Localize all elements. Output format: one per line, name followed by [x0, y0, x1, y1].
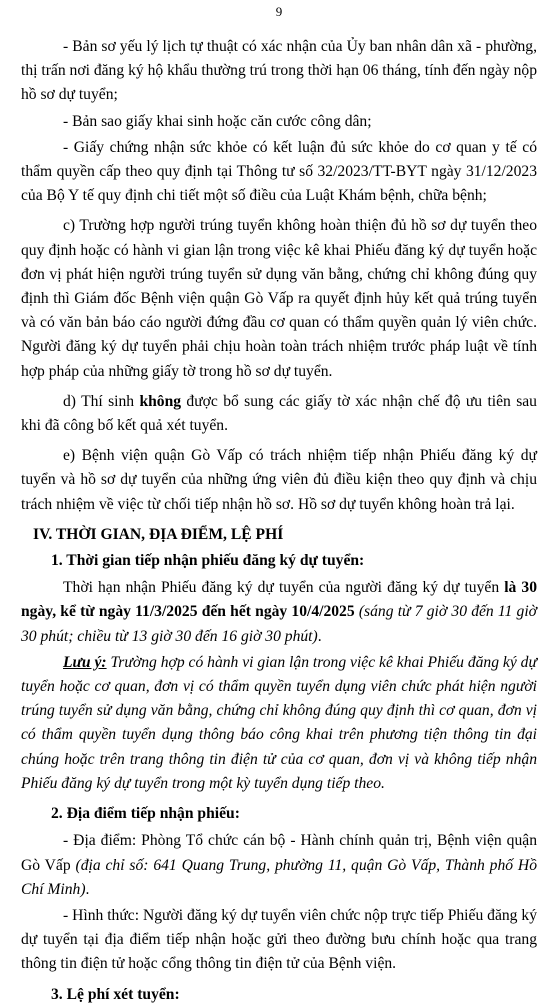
time-text: Thời hạn nhận Phiếu đăng ký dự tuyển của người đăng ký dự tuyển — [63, 579, 505, 597]
paragraph-d-emphasis: không — [139, 392, 182, 410]
bullet-health-certificate: - Giấy chứng nhận sức khỏe có kết luận đủ sức khỏe do cơ quan y tế có thẩm quyền cấp theo quy định tại Thông tư số 32/2023/TT-BYT ngày 31/12/2023 của Bộ Y tế quy định chi tiết một số điều của Luật Khám bệnh, chữa bệnh; — [21, 138, 537, 205]
location-text: - Địa điểm: Phòng Tổ chức cán bộ - Hành chính quản trị, Bệnh viện quận Gò Vấp — [21, 832, 537, 874]
location-end: . — [85, 880, 90, 898]
note-label: Lưu ý: — [63, 653, 107, 671]
paragraph-e: e) Bệnh viện quận Gò Vấp có trách nhiệm tiếp nhận Phiếu đăng ký dự tuyển và hồ sơ dự tuyển của những ứng viên đủ điều kiện theo quy định và chịu trách nhiệm về việc từ chối tiếp nhận hồ sơ. Hồ sơ dự tuyển không hoàn trả lại. — [21, 447, 537, 513]
subsection-heading-3: 3. Lệ phí xét tuyển: — [51, 985, 180, 1003]
paragraph-d-text-end: được bổ sung các giấy tờ xác nhận chế độ ưu tiên sau khi đã công bố kết quả xét tuyển. — [21, 392, 537, 435]
paragraph-c: c) Trường hợp người trúng tuyển không hoàn thiện đủ hồ sơ dự tuyển theo quy định hoặc có hành vi gian lận trong việc kê khai Phiếu đăng ký dự tuyển hoặc đơn vị phát hiện người trúng tuyển sử dụng văn bằng, chứng chỉ không đúng quy định thì Giám đốc Bệnh viện quận Gò Vấp ra quyết định hủy kết quả trúng tuyển và có văn bản báo cáo người đứng đầu cơ quan có thẩm quyền quản lý viên chức. Người đăng ký dự tuyển phải chịu hoàn toàn trách nhiệm trước pháp luật về tính hợp pháp của những giấy tờ trong hồ sơ dự tuyển. — [21, 217, 537, 380]
time-paragraph — [21, 576, 537, 649]
location-address: (địa chỉ số: 641 Quang Trung, phường 11, quận Gò Vấp, Thành phố Hồ Chí Minh) — [21, 856, 537, 898]
paragraph-d-text: d) Thí sinh — [63, 392, 140, 410]
page-number: 9 — [275, 4, 283, 19]
subsection-heading-1: 1. Thời gian tiếp nhận phiếu đăng ký dự tuyển: — [51, 552, 365, 570]
bullet-birth-certificate: - Bản sao giấy khai sinh hoặc căn cước công dân; — [63, 112, 372, 130]
form-paragraph: - Hình thức: Người đăng ký dự tuyển viên chức nộp trực tiếp Phiếu đăng ký dự tuyển tại địa điểm tiếp nhận hoặc gửi theo đường bưu chính hoặc qua trang thông tin điện tử hoặc cổng thông tin điện tử của Bệnh viện. — [21, 906, 537, 973]
section-heading: IV. THỜI GIAN, ĐỊA ĐIỂM, LỆ PHÍ — [33, 525, 284, 543]
time-period: là 30 ngày, kể từ ngày 11/3/2025 đến hết ngày 10/4/2025 — [21, 579, 538, 621]
paragraph-d — [21, 390, 537, 438]
note-text: Trường hợp có hành vi gian lận trong việc kê khai Phiếu đăng ký dự tuyển hoặc cơ quan, đơn vị có thẩm quyền tuyển dụng viên chức phát hiện người trúng tuyển sử dụng văn bằng, chứng chỉ không đúng quy định thì cơ quan, đơn vị có thẩm quyền tuyển dụng thông báo công khai trên phương tiện thông tin đại chúng hoặc trên trang thông tin điện tử của cơ quan, đơn vị và không tiếp nhận Phiếu đăng ký dự tuyển trong một kỳ tuyển dụng tiếp theo. — [21, 653, 537, 792]
time-hours: (sáng từ 7 giờ 30 đến 11 giờ 30 phút; chiều từ 13 giờ 30 đến 16 giờ 30 phút) — [21, 603, 537, 645]
location-paragraph — [21, 829, 537, 902]
time-end: . — [317, 627, 322, 645]
bullet-resume: - Bản sơ yếu lý lịch tự thuật có xác nhận của Ủy ban nhân dân xã - phường, thị trấn nơi đăng ký hộ khẩu thường trú trong thời hạn 06 tháng, tính đến ngày nộp hồ sơ dự tuyển; — [21, 38, 537, 104]
note-paragraph — [21, 651, 537, 796]
subsection-heading-2: 2. Địa điểm tiếp nhận phiếu: — [51, 805, 240, 823]
